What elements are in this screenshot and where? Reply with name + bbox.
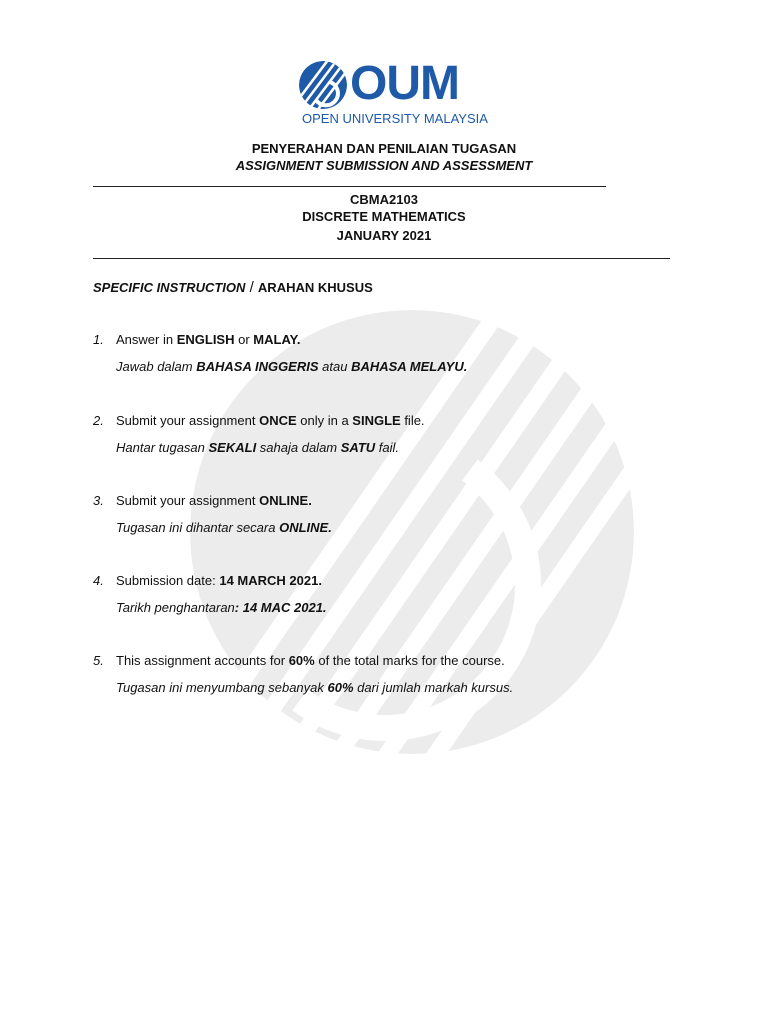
text-run: Submit your assignment (116, 413, 260, 428)
heading-separator: / (245, 279, 258, 296)
logo-subtitle: OPEN UNIVERSITY MALAYSIA (302, 111, 488, 126)
text-run: Tugasan ini menyumbang sebanyak (116, 680, 328, 695)
item-malay (116, 358, 467, 375)
oum-logo (298, 57, 488, 130)
text-run: atau (318, 359, 352, 374)
oum-swirl-icon (298, 60, 348, 110)
item-malay (116, 519, 332, 536)
title-malay: PENYERAHAN DAN PENILAIAN TUGASAN (251, 141, 517, 156)
emphasis-text: ONCE (259, 413, 297, 428)
emphasis-text: ONLINE. (259, 493, 312, 508)
text-run: This assignment accounts for (116, 653, 289, 668)
item-malay (116, 599, 327, 616)
text-run: Tugasan ini dihantar secara (116, 520, 280, 535)
text-run: or (234, 332, 254, 347)
course-code: CBMA2103 (350, 192, 418, 207)
text-run: dari jumlah markah kursus. (353, 680, 514, 695)
item-number: 5. (93, 653, 104, 668)
item-malay (116, 439, 399, 456)
emphasis-text: 60% (288, 653, 315, 668)
item-number: 4. (93, 573, 104, 588)
divider-bottom (93, 258, 670, 259)
text-run: fail. (375, 440, 400, 455)
emphasis-text: SEKALI (208, 440, 257, 455)
heading-english: SPECIFIC INSTRUCTION (93, 280, 246, 295)
item-english (116, 572, 322, 589)
emphasis-text: BAHASA INGGERIS (196, 359, 319, 374)
emphasis-text: BAHASA MELAYU. (351, 359, 468, 374)
emphasis-text: MALAY. (253, 332, 301, 347)
item-number: 2. (93, 413, 104, 428)
emphasis-text: 60% (327, 680, 354, 695)
emphasis-text: SINGLE (352, 413, 401, 428)
text-run: file. (400, 413, 425, 428)
text-run: Submission date: (116, 573, 220, 588)
semester: JANUARY 2021 (336, 228, 432, 243)
text-run: Hantar tugasan (116, 440, 209, 455)
text-run: Jawab dalam (116, 359, 197, 374)
item-malay (116, 679, 513, 696)
emphasis-text: ENGLISH (176, 332, 235, 347)
item-english (116, 492, 312, 509)
item-number: 3. (93, 493, 104, 508)
item-english (116, 652, 505, 669)
text-run: Answer in (116, 332, 177, 347)
item-english (116, 331, 301, 348)
heading-malay: ARAHAN KHUSUS (257, 280, 373, 295)
emphasis-text: : 14 MAC 2021. (234, 600, 327, 615)
course-name: DISCRETE MATHEMATICS (302, 209, 466, 224)
oum-wordmark: OUM (350, 57, 459, 110)
text-run: Tarikh penghantaran (116, 600, 235, 615)
text-run: Submit your assignment (116, 493, 260, 508)
emphasis-text: ONLINE. (279, 520, 332, 535)
text-run: of the total marks for the course. (314, 653, 505, 668)
item-number: 1. (93, 332, 104, 347)
instructions-heading (93, 279, 373, 296)
emphasis-text: SATU (340, 440, 376, 455)
title-english: ASSIGNMENT SUBMISSION AND ASSESSMENT (235, 158, 533, 173)
text-run: only in a (296, 413, 353, 428)
item-english (116, 412, 425, 429)
text-run: sahaja dalam (256, 440, 341, 455)
emphasis-text: 14 MARCH 2021. (219, 573, 322, 588)
divider-top (93, 186, 606, 187)
